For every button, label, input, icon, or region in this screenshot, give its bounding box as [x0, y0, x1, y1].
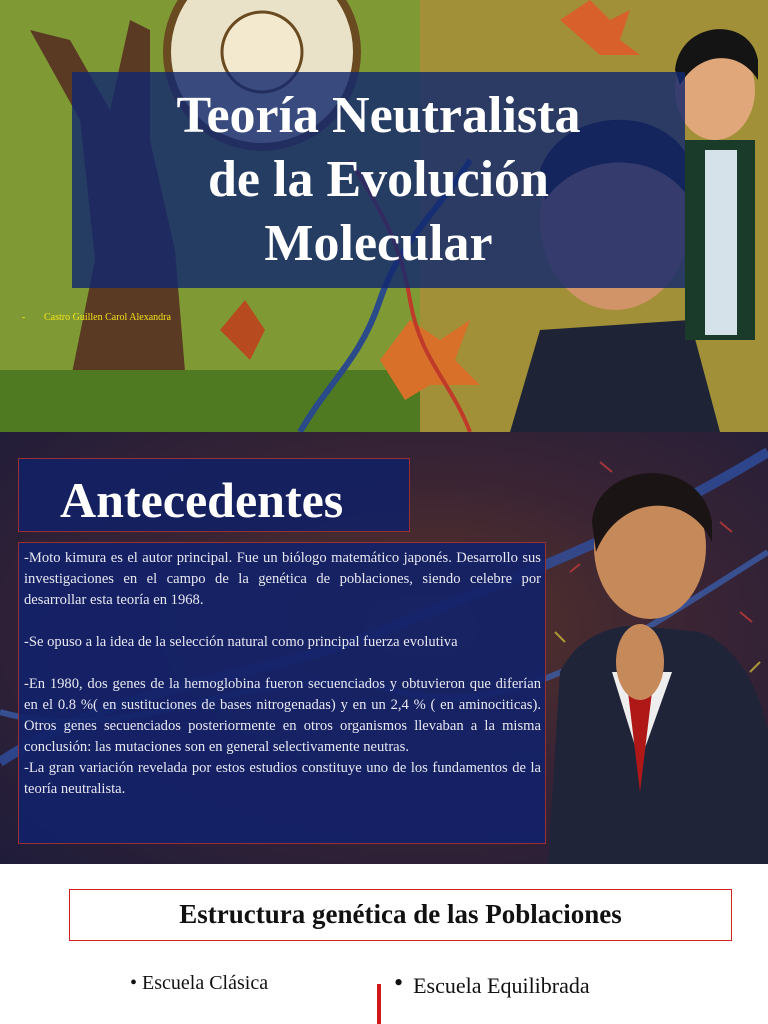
list-item-label: Escuela Clásica	[142, 972, 269, 994]
paragraph-gap	[24, 653, 541, 674]
author-bullet: -	[22, 312, 26, 323]
title-line-2: de la Evolución	[208, 151, 549, 208]
author-name: Castro Guillen Carol Alexandra	[44, 312, 171, 323]
list-item-escuela-clasica	[130, 970, 268, 996]
list-item-escuela-equilibrada	[394, 970, 590, 1001]
divider-line	[377, 984, 381, 1024]
paragraph-2: -Se opuso a la idea de la selección natural como principal fuerza evolutiva	[24, 634, 458, 650]
title-line-1: Teoría Neutralista	[176, 87, 581, 144]
bullet-icon: •	[394, 968, 404, 997]
slide3-title: Estructura genética de las Poblaciones	[179, 899, 622, 929]
bullet-icon: •	[130, 972, 138, 994]
slide-antecedentes	[0, 432, 768, 864]
title-line-3: Molecular	[264, 215, 493, 272]
paragraph-1: -Moto kimura es el autor principal. Fue un biólogo matemático japonés. Desarrollo sus investigaciones en el campo de la genética de poblaciones, siendo celebre por desarrollar esta teoría en 1968.	[24, 550, 541, 608]
paragraph-4: -La gran variación revelada por estos estudios constituye uno de los fundamentos de la teoría neutralista.	[24, 760, 541, 797]
paragraph-gap	[24, 611, 541, 632]
body-text	[24, 548, 541, 800]
paragraph-3: -En 1980, dos genes de la hemoglobina fueron secuenciados y obtuvieron que diferían en el 0.8 %( en sustituciones de bases nitrogenadas) y en un 2,4 % ( en aminociticas). Otros genes secuenciados posteriormente en otros organismos llevaban a la misma conclusión: las mutaciones son en general selectivamente neutras.	[24, 676, 541, 755]
list-item-label: Escuela Equilibrada	[413, 973, 590, 998]
slide-title	[0, 0, 768, 432]
presentation-title	[72, 84, 685, 276]
slide-estructura-genetica	[0, 864, 768, 1024]
section-heading: Antecedentes	[60, 472, 344, 528]
author-line	[22, 312, 171, 323]
